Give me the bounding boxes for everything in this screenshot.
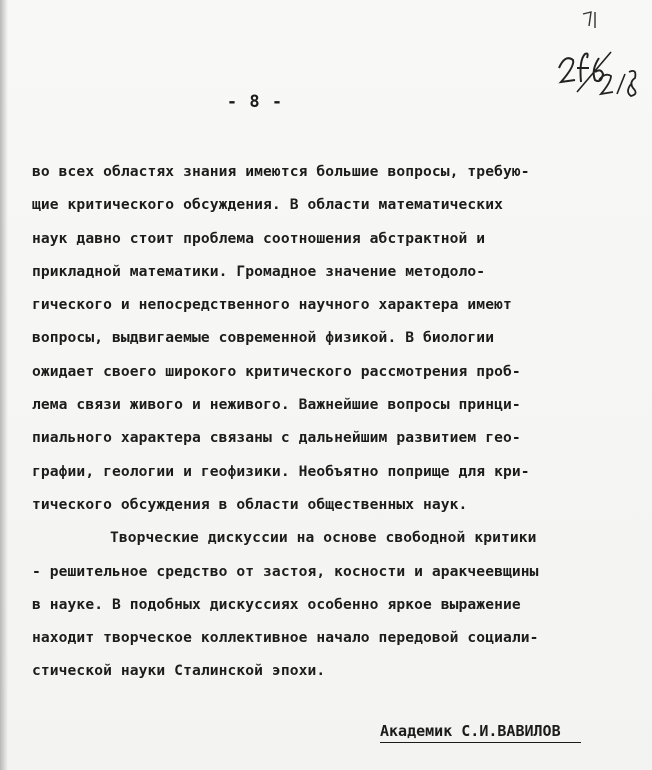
text-line: наук давно стоит проблема соотношения абстрактной и [32, 229, 486, 247]
text-line: пиального характера связаны с дальнейшим развитием гео- [32, 429, 521, 447]
text-line: тического обсуждения в области общественных наук. [32, 495, 468, 513]
text-line: графии, геологии и геофизики. Необъятно поприще для кри- [32, 462, 530, 480]
text-line: в науке. В подобных дискуссиях особенно яркое выражение [32, 595, 521, 613]
text-line: гического и непосредственного научного характера имеют [32, 296, 512, 314]
text-line: прикладной математики. Громадное значение методоло- [32, 262, 486, 280]
scan-edge-shadow [0, 0, 8, 770]
text-line: - решительное средство от застоя, косности и аракчеевщины [32, 562, 539, 580]
handwritten-annotation [555, 8, 645, 118]
signature: Академик С.И.ВАВИЛОВ [380, 720, 581, 743]
text-line: ожидает своего широкого критического рассмотрения проб- [32, 362, 521, 380]
text-line: стической науки Сталинской эпохи. [32, 662, 326, 680]
page-number: - 8 - [226, 92, 284, 112]
body-text [32, 155, 642, 688]
text-line: щие критического обсуждения. В области математических [32, 196, 503, 214]
text-line: вопросы, выдвигаемые современной физикой. В биологии [32, 329, 495, 347]
text-line: во всех областях знания имеются большие вопросы, требую- [32, 163, 530, 180]
text-line: Творческие дискуссии на основе свободной критики [110, 529, 537, 547]
text-line: лема связи живого и неживого. Важнейшие вопросы принци- [32, 396, 521, 414]
paragraph-2 [32, 521, 642, 687]
paragraph-1 [32, 155, 642, 521]
text-line: находит творческое коллективное начало передовой социали- [32, 629, 539, 647]
